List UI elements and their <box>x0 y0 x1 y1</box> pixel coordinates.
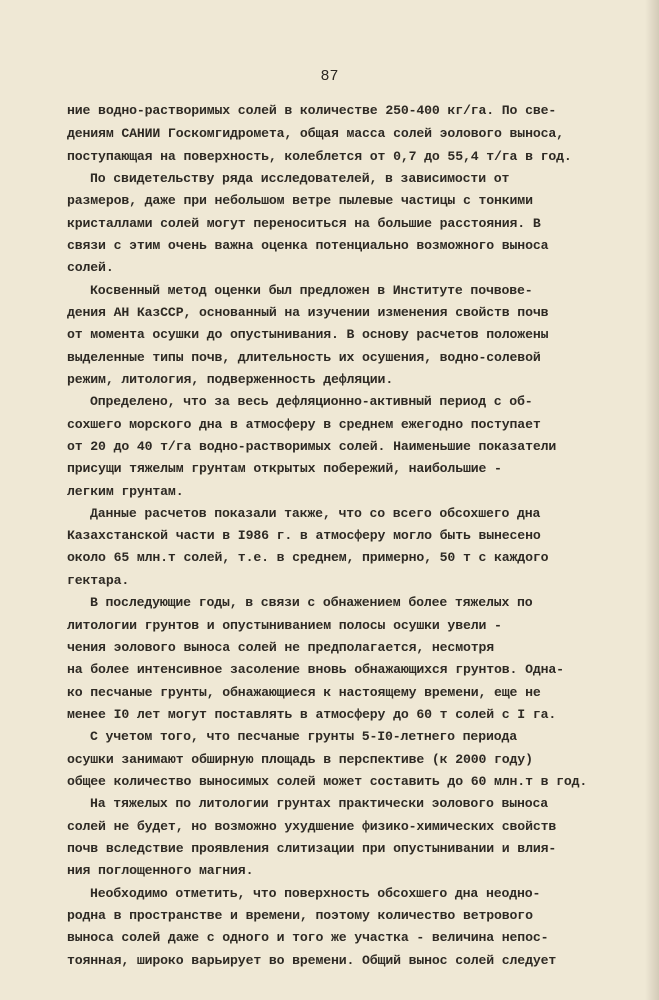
page-edge-shadow <box>645 0 659 1000</box>
text-line: гектара. <box>67 573 130 588</box>
text-line: солей. <box>67 260 114 275</box>
text-line: родна в пространстве и времени, поэтому количество ветрового <box>67 908 533 923</box>
text-line: осушки занимают обширную площадь в перспективе (к 2000 году) <box>67 752 533 767</box>
page-number: 87 <box>320 68 339 85</box>
text-line: выделенные типы почв, длительность их осушения, водно-солевой <box>67 350 541 365</box>
text-line: Данные расчетов показали также, что со всего обсохшего дна <box>90 506 541 521</box>
text-line: режим, литология, подверженность дефляции. <box>67 372 394 387</box>
text-line: ния поглощенного магния. <box>67 863 254 878</box>
text-line: легким грунтам. <box>67 484 184 499</box>
text-line: дениям САНИИ Госкомгидромета, общая масса солей эолового выноса, <box>67 126 564 141</box>
text-line: размеров, даже при небольшом ветре пылевые частицы с тонкими <box>67 193 533 208</box>
text-line: сохшего морского дна в атмосферу в среднем ежегодно поступает <box>67 417 541 432</box>
text-line: почв вследствие проявления слитизации при опустынивании и влия- <box>67 841 557 856</box>
text-line: поступающая на поверхность, колеблется от 0,7 до 55,4 т/га в год. <box>67 149 572 164</box>
text-line: На тяжелых по литологии грунтах практически эолового выноса <box>90 796 549 811</box>
text-line: ко песчаные грунты, обнажающиеся к настоящему времени, еще не <box>67 685 541 700</box>
text-line: от момента осушки до опустынивания. В основу расчетов положены <box>67 327 549 342</box>
text-line: солей не будет, но возможно ухудшение физико-химических свойств <box>67 819 557 834</box>
text-line: кристаллами солей могут переноситься на большие расстояния. В <box>67 216 541 231</box>
text-line: менее I0 лет могут поставлять в атмосферу до 60 т солей с I га. <box>67 707 557 722</box>
text-line: Определено, что за весь дефляционно-активный период с об- <box>90 394 533 409</box>
text-line: Необходимо отметить, что поверхность обсохшего дна неодно- <box>90 886 541 901</box>
text-line: связи с этим очень важна оценка потенциально возможного выноса <box>67 238 549 253</box>
text-line: В последующие годы, в связи с обнажением более тяжелых по <box>90 595 533 610</box>
text-line: По свидетельству ряда исследователей, в зависимости от <box>90 171 510 186</box>
text-line: от 20 до 40 т/га водно-растворимых солей. Наименьшие показатели <box>67 439 557 454</box>
text-line: присущи тяжелым грунтам открытых побережий, наибольшие - <box>67 461 502 476</box>
text-line: выноса солей даже с одного и того же участка - величина непос- <box>67 930 549 945</box>
text-line: Казахстанской части в I986 г. в атмосферу могло быть вынесено <box>67 528 541 543</box>
text-line: около 65 млн.т солей, т.е. в среднем, примерно, 50 т с каждого <box>67 550 549 565</box>
text-line: общее количество выносимых солей может составить до 60 млн.т в год. <box>67 774 588 789</box>
text-line: С учетом того, что песчаные грунты 5-I0-летнего периода <box>90 729 518 744</box>
text-line: Косвенный метод оценки был предложен в Институте почвове- <box>90 283 533 298</box>
text-line: чения эолового выноса солей не предполагается, несмотря <box>67 640 495 655</box>
text-line: дения АН КазССР, основанный на изучении изменения свойств почв <box>67 305 549 320</box>
text-line: литологии грунтов и опустыниванием полосы осушки увели - <box>67 618 502 633</box>
text-line: на более интенсивное засоление вновь обнажающихся грунтов. Одна- <box>67 662 564 677</box>
text-line: тоянная, широко варьирует во времени. Общий вынос солей следует <box>67 953 557 968</box>
text-line: ние водно-растворимых солей в количестве 250-400 кг/га. По све- <box>67 103 557 118</box>
